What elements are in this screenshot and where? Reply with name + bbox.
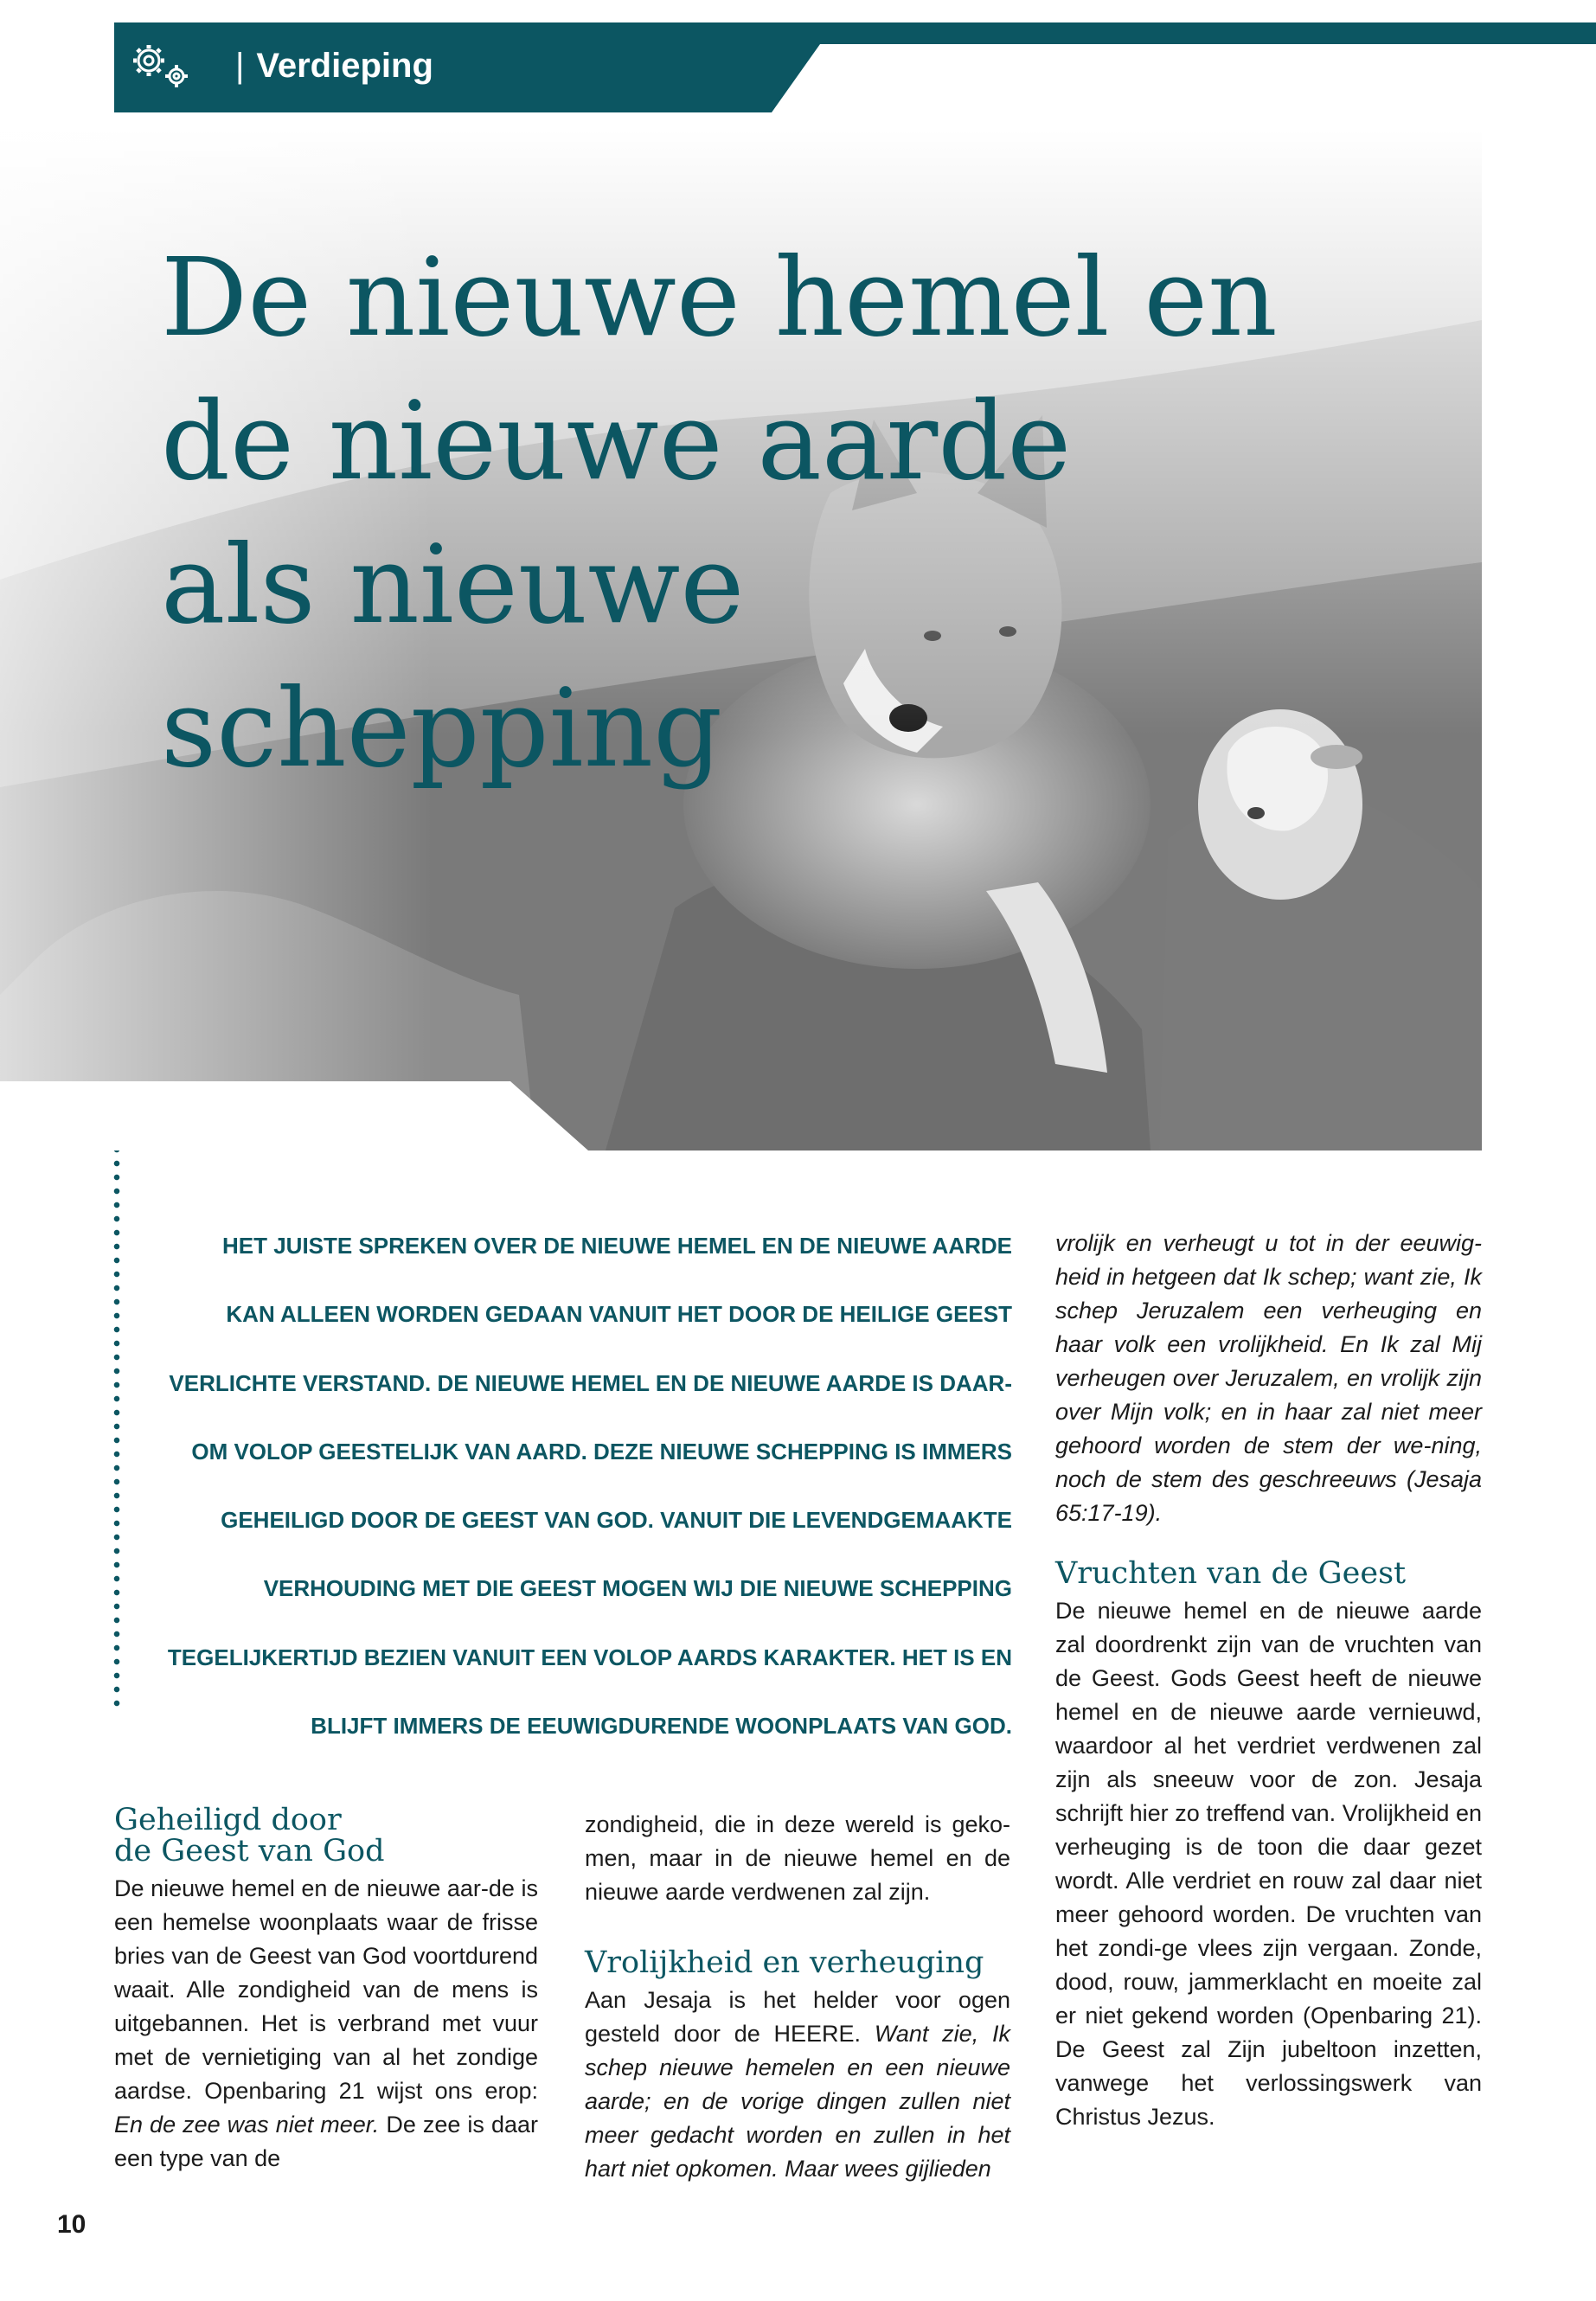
section-label: | Verdieping bbox=[235, 47, 433, 85]
title-line: schepping bbox=[161, 666, 723, 792]
intro-line: VERHOUDING MET DIE GEEST MOGEN WIJ DIE NIEUWE SCHEPPING bbox=[263, 1575, 1012, 1602]
quote-paragraph: vrolijk en verheugt u tot in der eeuwig-heid in hetgeen dat Ik schep; want zie, Ik schep Jeruzalem een verheuging en haar volk een vrolijkheid. En Ik zal Mij verheugen over Jeruzalem, en vrolijk zijn over Mijn volk; en in haar zal niet meer gehoord worden de stem der we-ning, noch de stem des geschreeuws (Jesaja 65:17-19). bbox=[1055, 1230, 1482, 1526]
intro-line: HET JUISTE SPREKEN OVER DE NIEUWE HEMEL EN DE NIEUWE AARDE bbox=[221, 1233, 1012, 1259]
page-number: 10 bbox=[57, 2210, 87, 2239]
body-paragraph: De nieuwe hemel en de nieuwe aar-de is een hemelse woonplaats waar de frisse bries van de Geest van God voortdurend waait. Alle zondigheid van de mens is uitgebannen. Het is verbrand met vuur met de vernietiging van al het zondige aardse. Openbaring 21 wijst ons erop: En de zee was niet meer. De zee is daar een type van de bbox=[114, 1875, 538, 2171]
intro-line: BLIJFT IMMERS DE EEUWIGDURENDE WOONPLAATS VAN GOD. bbox=[311, 1713, 1012, 1740]
intro-line: VERLICHTE VERSTAND. DE NIEUWE HEMEL EN DE NIEUWE AARDE IS DAAR- bbox=[169, 1369, 1012, 1396]
subheading-geheiligd: Geheiligd door de Geest van God bbox=[114, 1803, 385, 1868]
column-3 bbox=[1055, 1227, 1482, 2134]
subheading-vrolijkheid: Vrolijkheid en verheuging bbox=[585, 1945, 984, 1980]
title-line: de nieuwe aarde bbox=[161, 379, 1072, 504]
gears-icon bbox=[128, 40, 197, 96]
column-1 bbox=[114, 1804, 538, 2176]
intro-line: GEHEILIGD DOOR DE GEEST VAN GOD. VANUIT DIE LEVENDGEMAAKTE bbox=[221, 1507, 1012, 1534]
intro-line: KAN ALLEEN WORDEN GEDAAN VANUIT HET DOOR DE HEILIGE GEEST bbox=[226, 1301, 1012, 1328]
article-title bbox=[161, 227, 1285, 801]
subheading-vruchten: Vruchten van de Geest bbox=[1055, 1556, 1407, 1591]
title-line: De nieuwe hemel en bbox=[161, 235, 1278, 361]
column-2 bbox=[585, 1808, 1010, 2186]
body-paragraph: zondigheid, die in deze wereld is geko-men, maar in de nieuwe hemel en de nieuwe aarde verdwenen zal zijn. bbox=[585, 1811, 1010, 1905]
intro-lead bbox=[130, 1220, 1012, 1768]
intro-line: TEGELIJKERTIJD BEZIEN VANUIT EEN VOLOP AARDS KARAKTER. HET IS EN bbox=[167, 1644, 1012, 1670]
body-paragraph: Aan Jesaja is het helder voor ogen gesteld door de HEERE. Want zie, Ik schep nieuwe hemelen en een nieuwe aarde; en de vorige dingen zullen niet meer gedacht worden en zullen in het hart niet opkomen. Maar wees gijlieden bbox=[585, 1987, 1010, 2182]
title-line: als nieuwe bbox=[161, 522, 745, 648]
body-paragraph: De nieuwe hemel en de nieuwe aarde zal doordrenkt zijn van de vruchten van de Geest. Gods Geest heeft de nieuwe hemel en de nieuwe aarde vernieuwd, waardoor al het verdriet verdwenen zal zijn als sneeuw voor de zon. Jesaja schrijft hier zo treffend van. Vrolijkheid en verheuging is de toon die daar gezet wordt. Alle verdriet en rouw zal daar niet meer gehoord worden. De vruchten van het zondi-ge vlees zijn vergaan. Zonde, dood, rouw, jammerklacht en moeite zal er niet gekend worden (Openbaring 21). De Geest zal Zijn jubeltoon inzetten, vanwege het verlossingswerk van Christus Jezus. bbox=[1055, 1598, 1482, 2130]
intro-line: OM VOLOP GEESTELIJK VAN AARD. DEZE NIEUWE SCHEPPING IS IMMERS bbox=[191, 1438, 1012, 1465]
